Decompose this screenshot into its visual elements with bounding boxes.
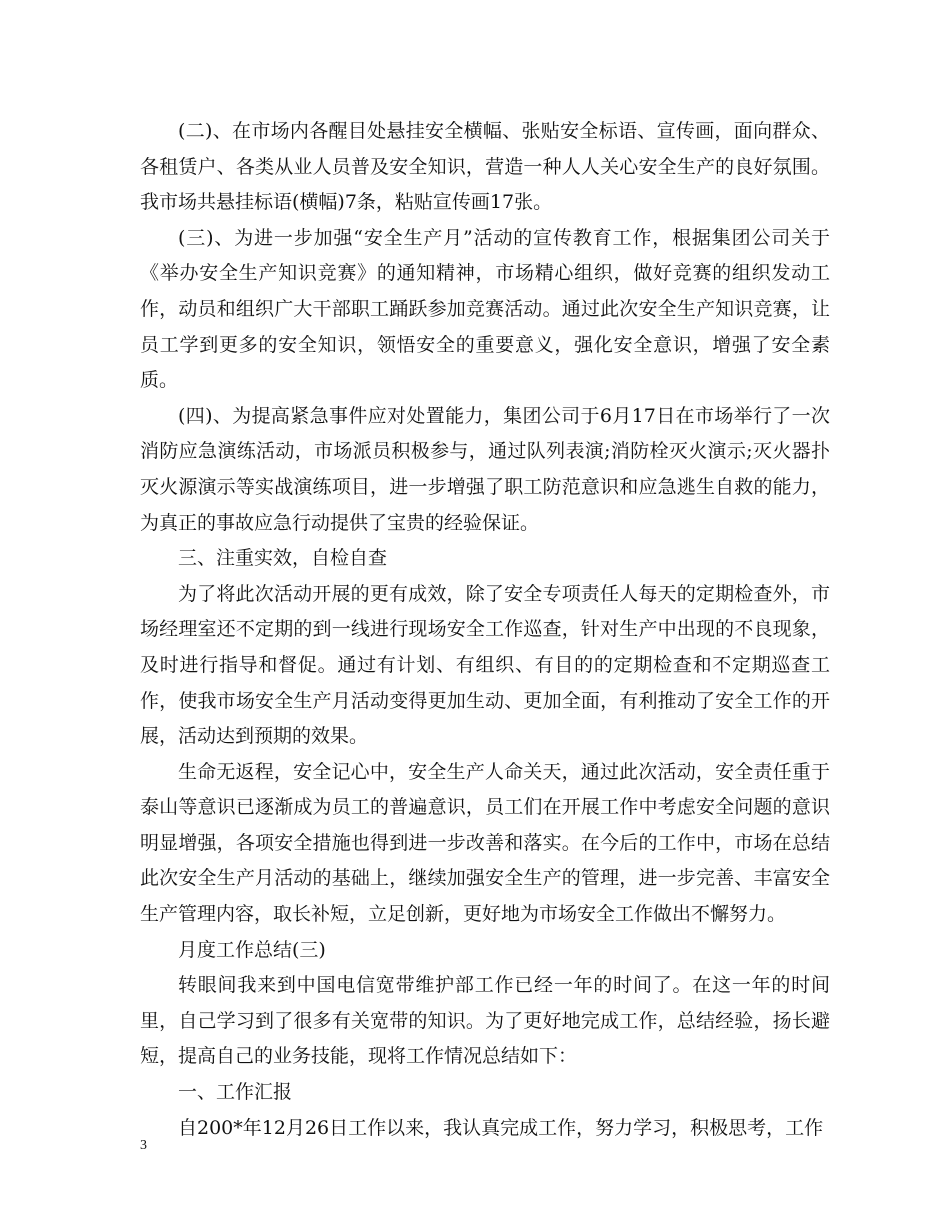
paragraph-item-4-fire-drill: (四)、为提高紧急事件应对处置能力，集团公司于6月17日在市场举行了一次消防应急演练活动，市场派员积极参与，通过队列表演;消防栓灭火演示;灭火器扑灭火源演示等实战演练项目，进一步增强了职工防范意识和应急逃生自救的能力，为真正的事故应急行动提供了宝贵的经验保证。 [140,404,830,534]
document-body [140,114,830,1146]
page-number: 3 [140,1138,147,1153]
section-heading-self-inspection: 三、注重实效，自检自查 [178,547,388,570]
paragraph-introduction: 转眼间我来到中国电信宽带维护部工作已经一年的时间了。在这一年的时间里，自己学习到了很多有关宽带的知识。为了更好地完成工作，总结经验，扬长避短，提高自己的业务技能，现将工作情况总结如下： [140,974,830,1068]
paragraph-conclusion: 生命无返程，安全记心中，安全生产人命关天，通过此次活动，安全责任重于泰山等意识已逐渐成为员工的普遍意识，员工们在开展工作中考虑安全问题的意识明显增强，各项安全措施也得到进一步改善和落实。在今后的工作中，市场在总结此次安全生产月活动的基础上，继续加强安全生产的管理，进一步完善、丰富安全生产管理内容，取长补短，立足创新，更好地为市场安全工作做出不懈努力。 [140,760,830,926]
paragraph-item-3-knowledge-contest: (三)、为进一步加强“安全生产月”活动的宣传教育工作，根据集团公司关于《举办安全生产知识竞赛》的通知精神，市场精心组织，做好竞赛的组织发动工作，动员和组织广大干部职工踊跃参加竞赛活动。通过此次安全生产知识竞赛，让员工学到更多的安全知识，领悟安全的重要意义，强化安全意识，增强了安全素质。 [140,226,830,392]
section-heading-work-report: 一、工作汇报 [178,1081,293,1104]
paragraph-inspection: 为了将此次活动开展的更有成效，除了安全专项责任人每天的定期检查外，市场经理室还不定期的到一线进行现场安全工作巡查，针对生产中出现的不良现象，及时进行指导和督促。通过有计划、有组织、有目的的定期检查和不定期巡查工作，使我市场安全生产月活动变得更加生动、更加全面，有利推动了安全工作的开展，活动达到预期的效果。 [140,582,830,748]
article-title-monthly-summary-3: 月度工作总结(三) [178,938,326,961]
paragraph-work-report-start: 自200*年12月26日工作以来，我认真完成工作，努力学习，积极思考，工作 [178,1116,824,1139]
paragraph-item-2-banners: (二)、在市场内各醒目处悬挂安全横幅、张贴安全标语、宣传画，面向群众、各租赁户、各类从业人员普及安全知识，营造一种人人关心安全生产的良好氛围。我市场共悬挂标语(横幅)7条，粘贴宣传画17张。 [140,120,830,214]
